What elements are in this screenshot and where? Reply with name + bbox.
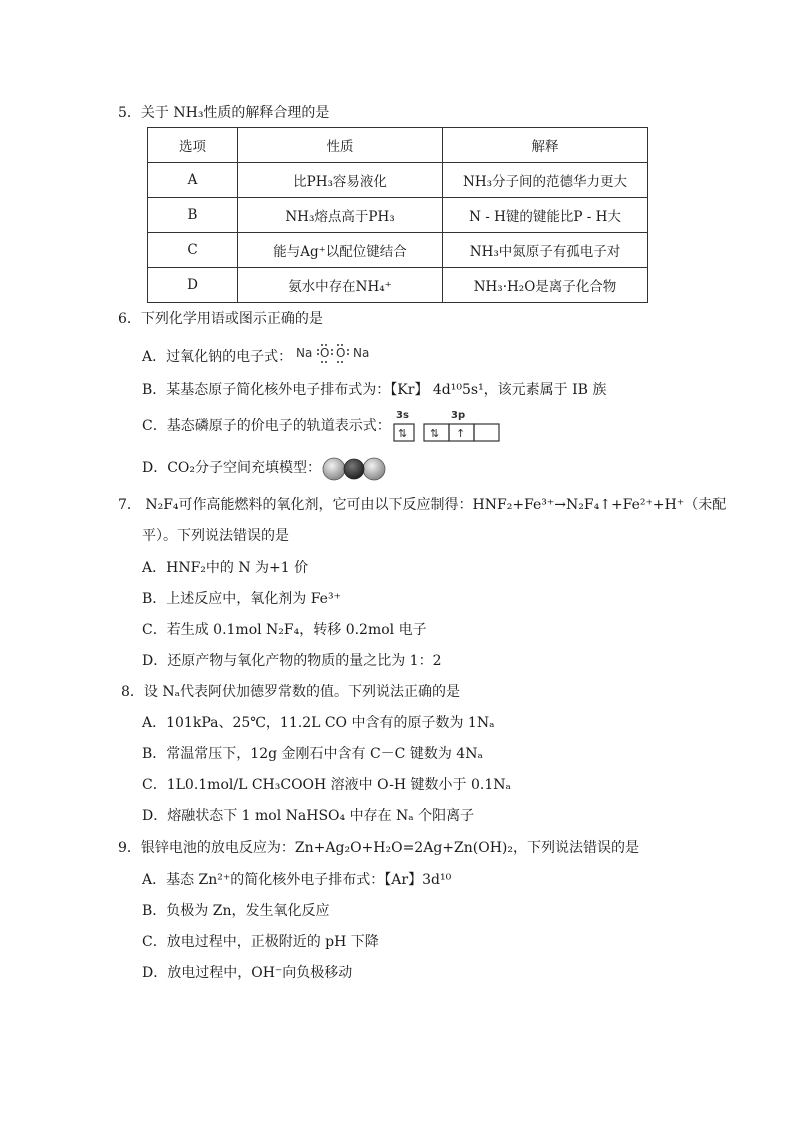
- q6-stem: 6．下列化学用语或图示正确的是: [118, 311, 323, 327]
- q9-option-c: C．放电过程中，正极附近的 pH 下降: [142, 934, 379, 950]
- table-cell: B: [148, 198, 238, 233]
- o-label: O: [320, 346, 330, 360]
- table-header-cell: 性质: [238, 128, 443, 163]
- q6-option-c: C．基态磷原子的价电子的轨道表示式：: [142, 418, 391, 434]
- q7-stem-line1: 7． N₂F₄可作高能燃料的氧化剂，它可由以下反应制得：HNF₂+Fe³⁺→N₂F₄↑+Fe²⁺+H⁺（未配: [118, 497, 727, 513]
- q8-option-c: C．1L0.1mol/L CH₃COOH 溶液中 O-H 键数小于 0.1Nₐ: [142, 777, 511, 793]
- co2-space-filling-model: [321, 457, 387, 481]
- electron-up-icon: ↑: [456, 427, 466, 440]
- table-header-cell: 解释: [443, 128, 648, 163]
- q5-table: [147, 127, 648, 303]
- orbital-diagram: [374, 410, 504, 444]
- q7-option-b: B．上述反应中，氧化剂为 Fe³⁺: [142, 591, 341, 607]
- carbon-atom: [344, 459, 364, 479]
- o-label: O: [336, 346, 346, 360]
- q8-stem: 8．设 Nₐ代表阿伏加德罗常数的值。下列说法正确的是: [121, 684, 461, 700]
- table-cell: D: [148, 268, 238, 303]
- table-cell: C: [148, 233, 238, 268]
- table-cell: NH₃分子间的范德华力更大: [443, 163, 648, 198]
- na2o2-electron-formula: [296, 342, 376, 364]
- q6-option-d: D．CO₂分子空间充填模型：: [142, 460, 322, 476]
- q9-stem: 9．银锌电池的放电反应为：Zn+Ag₂O+H₂O=2Ag+Zn(OH)₂，下列说法错误的是: [118, 840, 639, 856]
- table-row: [148, 163, 648, 198]
- table-header-cell: 选项: [148, 128, 238, 163]
- q7-option-c: C．若生成 0.1mol N₂F₄，转移 0.2mol 电子: [142, 622, 427, 638]
- table-row: [148, 268, 648, 303]
- q8-option-b: B．常温常压下，12g 金刚石中含有 C－C 键数为 4Nₐ: [142, 746, 483, 762]
- table-cell: NH₃·H₂O是离子化合物: [443, 268, 648, 303]
- table-row: [148, 198, 648, 233]
- q6-option-b: B．某基态原子简化核外电子排布式为：【Kr】 4d¹⁰5s¹，该元素属于 IB 族: [142, 382, 607, 398]
- q9-option-a: A．基态 Zn²⁺的简化核外电子排布式：【Ar】3d¹⁰: [142, 872, 452, 888]
- orbital-label-3s: 3s: [396, 410, 409, 421]
- q9-option-b: B．负极为 Zn，发生氧化反应: [142, 903, 330, 919]
- table-cell: 能与Ag⁺以配位键结合: [238, 233, 443, 268]
- na-label: Na: [296, 346, 313, 360]
- table-cell: A: [148, 163, 238, 198]
- orbital-box-3p: [474, 424, 499, 441]
- q7-stem-line2: 平）。下列说法错误的是: [142, 528, 289, 544]
- table-row: [148, 233, 648, 268]
- q8-option-a: A．101kPa、25℃，11.2L CO 中含有的原子数为 1Nₐ: [142, 715, 495, 731]
- orbital-label-3p: 3p: [451, 410, 466, 421]
- q8-option-d: D．熔融状态下 1 mol NaHSO₄ 中存在 Nₐ 个阳离子: [142, 808, 475, 824]
- q9-option-d: D．放电过程中，OH⁻向负极移动: [142, 965, 353, 981]
- q7-option-d: D．还原产物与氧化产物的物质的量之比为 1：2: [142, 653, 442, 669]
- oxygen-atom: [323, 458, 345, 480]
- table-cell: 氨水中存在NH₄⁺: [238, 268, 443, 303]
- electron-pair-icon: ⇅: [430, 427, 440, 440]
- table-header-row: [148, 128, 648, 163]
- na-label: Na: [353, 346, 370, 360]
- q7-option-a: A．HNF₂中的 N 为+1 价: [142, 560, 309, 576]
- table-cell: 比PH₃容易液化: [238, 163, 443, 198]
- oxygen-atom: [363, 458, 385, 480]
- electron-pair-icon: ⇅: [398, 427, 408, 440]
- q5-stem: 5．关于 NH₃性质的解释合理的是: [118, 105, 330, 121]
- table-cell: N - H键的键能比P - H大: [443, 198, 648, 233]
- table-cell: NH₃熔点高于PH₃: [238, 198, 443, 233]
- q6-option-a: A．过氧化钠的电子式：: [142, 349, 293, 365]
- table-cell: NH₃中氮原子有孤电子对: [443, 233, 648, 268]
